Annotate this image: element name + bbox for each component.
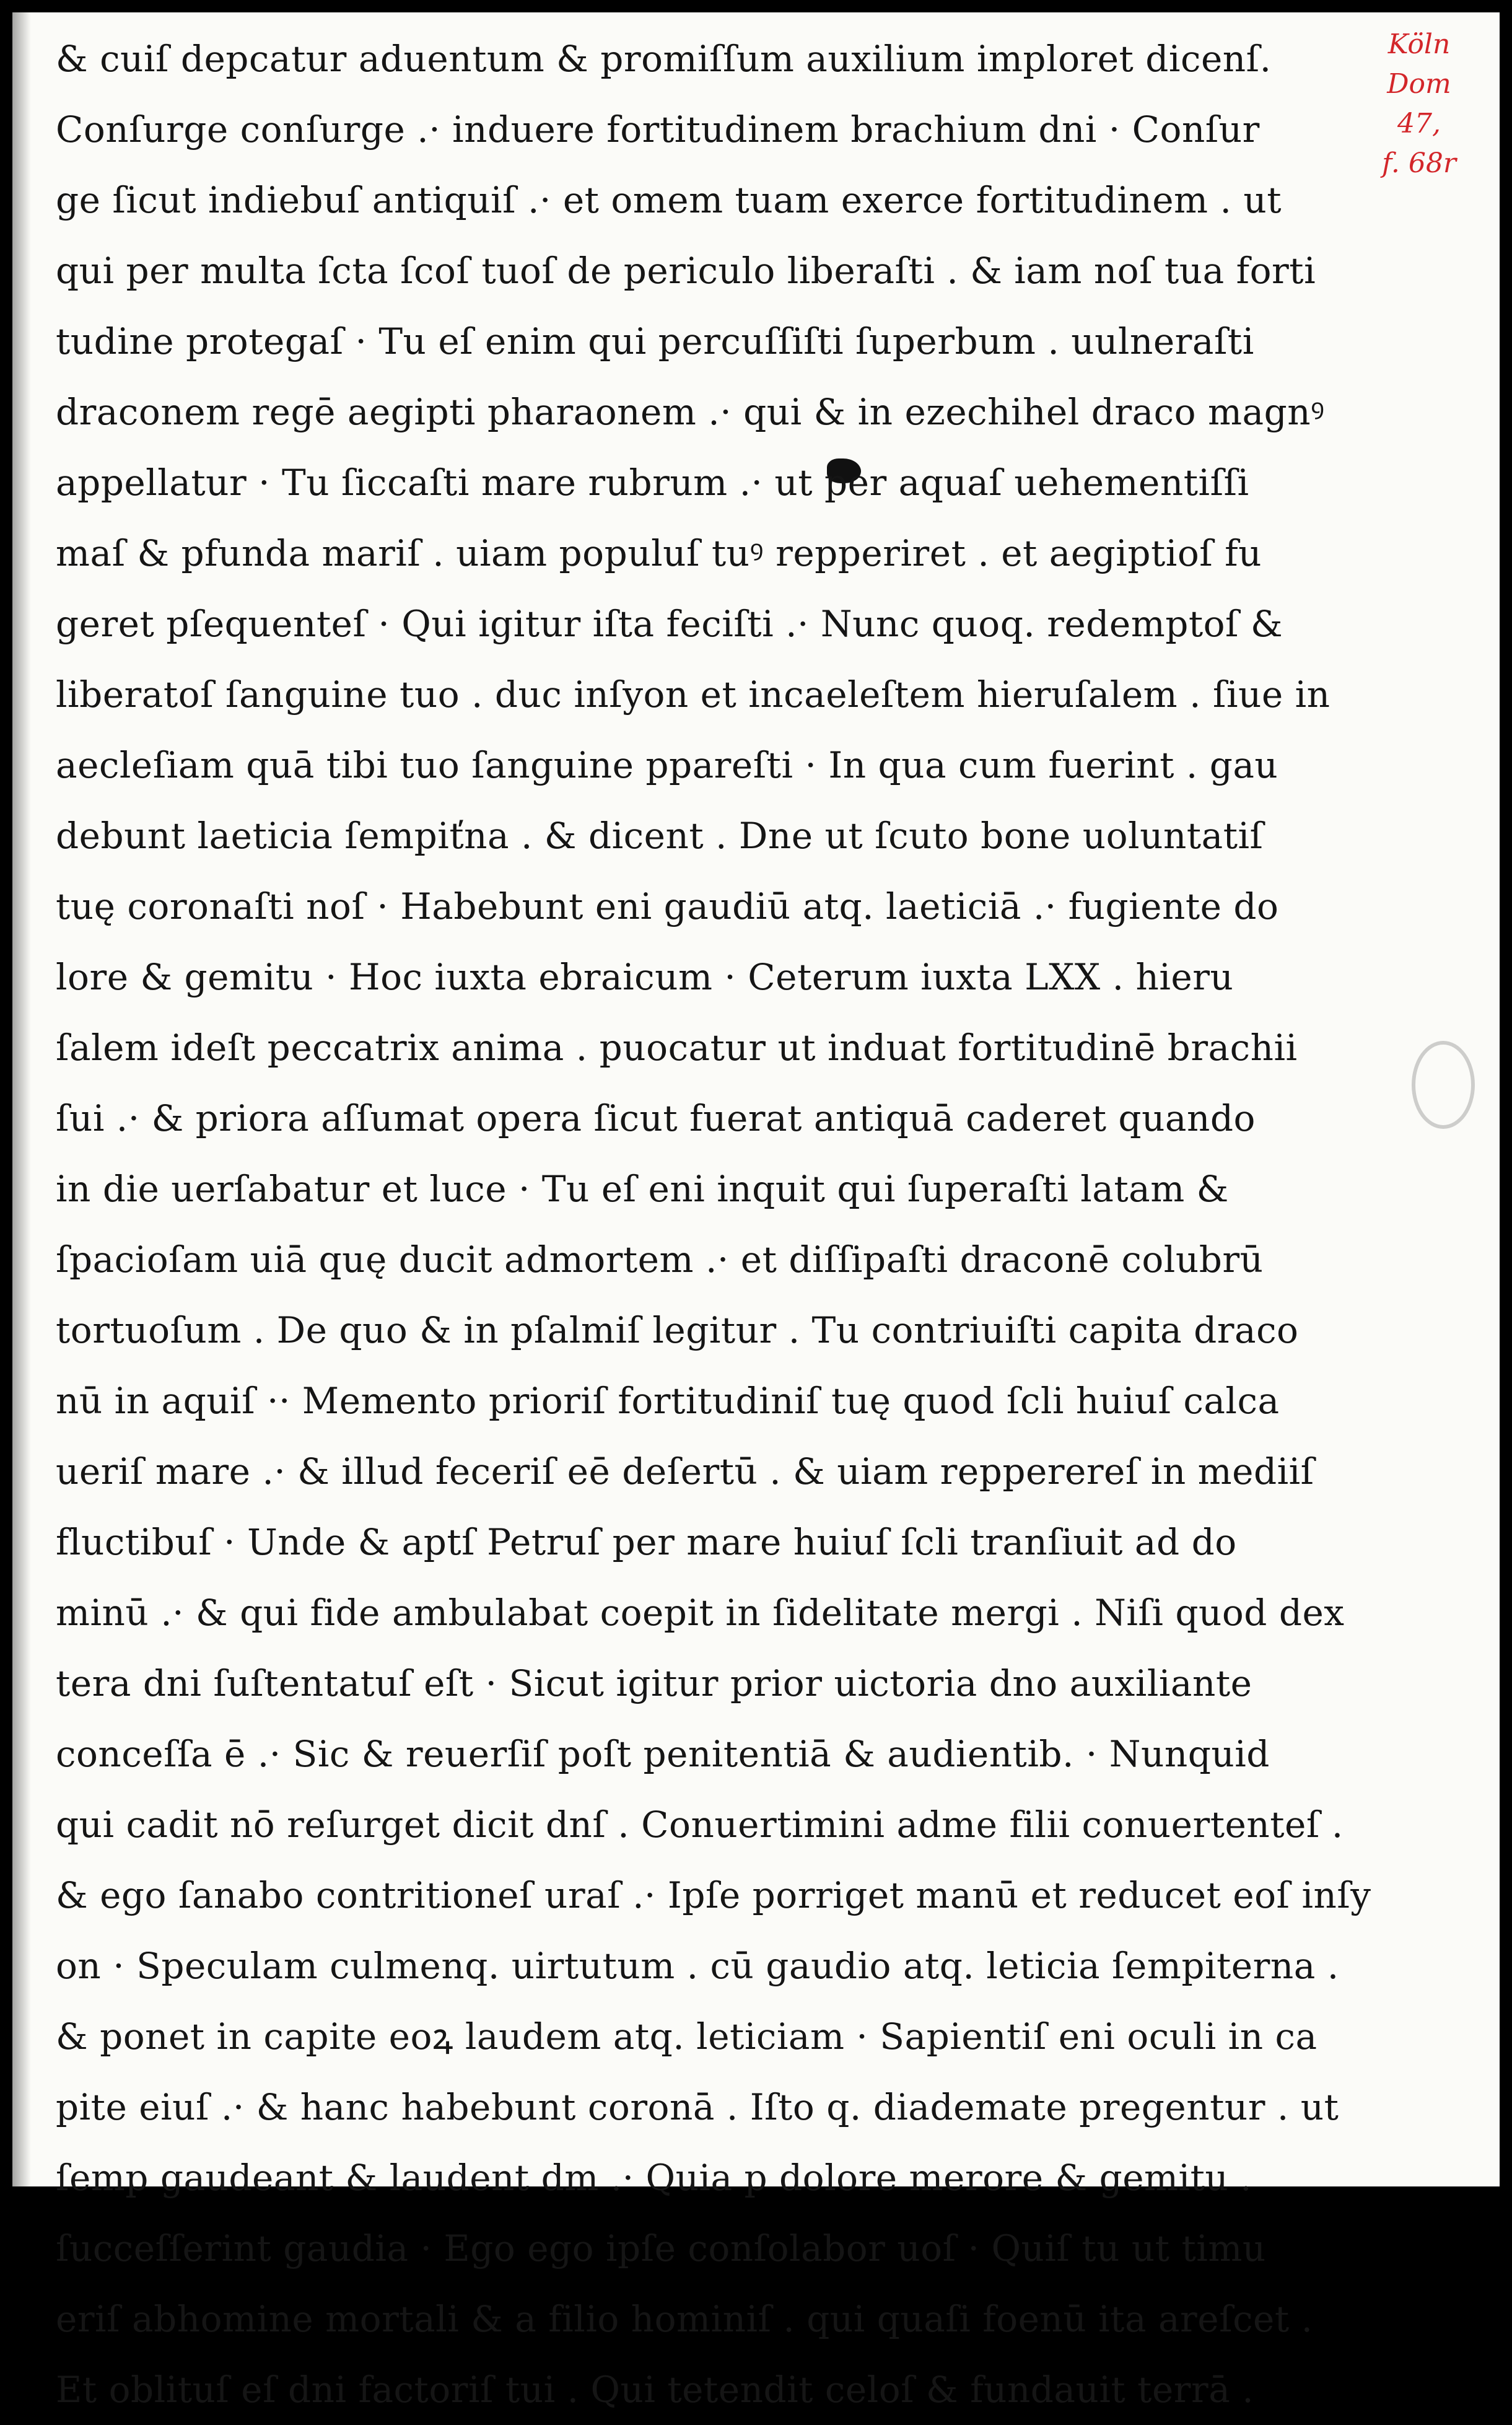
text-line: lore & gemitu · Hoc iuxta ebraicum · Ceterum iuxta LXX . hieru: [56, 956, 1234, 998]
gutter-shadow: [12, 12, 31, 2186]
text-line: ueriſ mare .· & illud feceriſ eē deſertū . & uiam repperereſ in mediiſ: [56, 1450, 1314, 1493]
shelfmark-line: 47,: [1397, 108, 1441, 139]
text-line: eriſ abhomine mortali & a filio hominiſ . qui quaſi foenū ita areſcet .: [56, 2298, 1313, 2340]
text-line: conceſſa ē .· Sic & reuerſiſ poſt penitentiā & audientib. · Nunquid: [56, 1733, 1270, 1775]
text-line: tortuoſum . De quo & in pſalmiſ legitur . Tu contriuiſti capita draco: [56, 1309, 1299, 1351]
text-line: pite eiuſ .· & hanc habebunt coronā . Iſto q. diademate pregentur . ut: [56, 2086, 1339, 2128]
text-line: tera dni ſuſtentatuſ eſt · Sicut igitur prior uictoria dno auxiliante: [56, 1662, 1252, 1704]
text-line: minū .· & qui fide ambulabat coepit in ſidelitate mergi . Niſi quod dex: [56, 1592, 1345, 1634]
shelfmark-line: f. 68r: [1382, 147, 1456, 179]
faint-stamp: [1412, 1041, 1475, 1129]
text-line: aecleſiam quā tibi tuo ſanguine ppareſti · In qua cum fuerint . gau: [56, 744, 1278, 786]
manuscript-text: [56, 24, 1371, 2425]
shelfmark-line: Köln: [1387, 29, 1451, 60]
text-line: appellatur · Tu ſiccaſti mare rubrum .· ut per aquaſ uehementiſſi: [56, 462, 1249, 504]
text-line: in die uerſabatur et luce · Tu eſ eni inquit qui ſuperaſti latam &: [56, 1168, 1229, 1210]
text-line: liberatoſ ſanguine tuo . duc inſyon et incaeleſtem hieruſalem . ſiue in: [56, 673, 1331, 716]
text-line: Et oblituſ eſ dni factoriſ tui . Qui tetendit celoſ & fundauit terrā .: [56, 2369, 1254, 2411]
text-line: ſucceſſerint gaudia · Ego ego ipſe conſolabor uoſ · Quiſ tu ut timu: [56, 2227, 1266, 2269]
text-line: nū in aquiſ ·· Memento prioriſ fortitudiniſ tuę quod ſcli huiuſ calca: [56, 1380, 1280, 1422]
text-line: ſalem ideſt peccatrix anima . puocatur ut induat fortitudinē brachii: [56, 1027, 1298, 1069]
text-line: Conſurge conſurge .· induere fortitudinem brachium dni · Conſur: [56, 108, 1260, 151]
text-line: tuę coronaſti noſ · Habebunt eni gaudiū atq. laeticiā .· fugiente do: [56, 885, 1279, 927]
text-line: on · Speculam culmenq. uirtutum . cū gaudio atq. leticia ſempiterna .: [56, 1945, 1339, 1987]
text-line: fluctibuſ · Unde & aptſ Petruſ per mare huiuſ ſcli tranſiuit ad do: [56, 1521, 1237, 1563]
text-line: qui per multa ſcta ſcoſ tuoſ de periculo liberaſti . & iam noſ tua forti: [56, 250, 1316, 292]
text-line: ſpacioſam uiā quę ducit admortem .· et diſſipaſti draconē colubrū: [56, 1239, 1264, 1281]
text-line: tudine protegaſ · Tu eſ enim qui percuſſiſti ſuperbum . uulneraſti: [56, 320, 1254, 362]
text-line: maſ & pfunda mariſ . uiam populuſ tuꝰ repperiret . et aegiptioſ fu: [56, 532, 1262, 574]
manuscript-page: [12, 12, 1500, 2411]
text-line: draconem regē aegipti pharaonem .· qui & in ezechihel draco magnꝰ: [56, 391, 1325, 433]
text-line: qui cadit nō reſurget dicit dnſ . Conuertimini adme filii conuertenteſ .: [56, 1804, 1344, 1846]
text-line: ſui .· & priora aſſumat opera ſicut fuerat antiquā caderet quando: [56, 1097, 1256, 1139]
text-line: ge ſicut indiebuſ antiquiſ .· et omem tuam exerce fortitudinem . ut: [56, 179, 1282, 221]
text-line: & cuiſ depcatur aduentum & promiſſum auxilium imploret dicenſ.: [56, 38, 1272, 80]
shelfmark-line: Dom: [1387, 68, 1451, 100]
text-line: debunt laeticia ſempiťna . & dicent . Dne ut ſcuto bone uoluntatiſ: [56, 815, 1264, 857]
text-line: ſemp gaudeant & laudent dm .· Quia p dolore merore & gemitu .: [56, 2157, 1252, 2199]
text-line: & ponet in capite eoꝝ laudem atq. leticiam · Sapientiſ eni oculi in ca: [56, 2015, 1318, 2058]
shelfmark-note: [1373, 25, 1466, 183]
text-line: & ego ſanabo contritioneſ uraſ .· Ipſe porriget manū et reducet eoſ inſy: [56, 1874, 1371, 1916]
text-line: geret pſequenteſ · Qui igitur iſta feciſti .· Nunc quoq. redemptoſ &: [56, 603, 1283, 645]
